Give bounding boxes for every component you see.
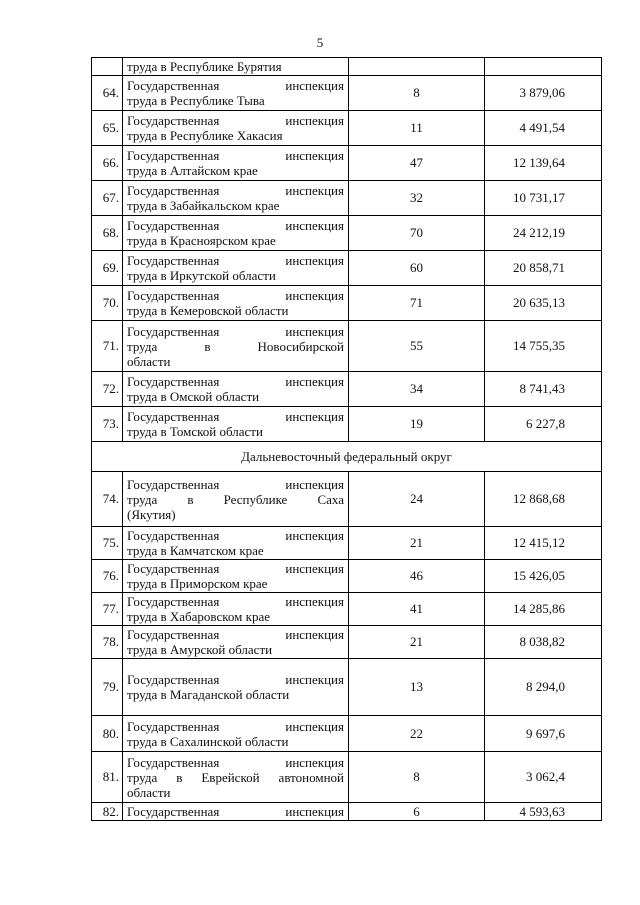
inspection-name-line: Государственная инспекция [127, 183, 344, 198]
table-row [92, 76, 602, 111]
inspection-name-line: труда в Республике Хакасия [127, 128, 283, 143]
inspection-name-cell [123, 286, 349, 321]
count-cell: 47 [349, 146, 485, 181]
amount-cell: 10 731,17 [485, 181, 602, 216]
amount-cell: 8 038,82 [485, 626, 602, 659]
inspection-name-line: Государственная инспекция [127, 78, 344, 93]
amount-cell [485, 58, 602, 76]
inspection-name-line: (Якутия) [127, 506, 176, 522]
inspection-name-cell [123, 251, 349, 286]
inspection-name-cell [123, 803, 349, 821]
table-row [92, 58, 602, 76]
amount-cell: 24 212,19 [485, 216, 602, 251]
inspection-name-line: области [127, 784, 171, 800]
count-cell: 32 [349, 181, 485, 216]
inspection-name-cell [123, 752, 349, 803]
inspection-name-line: Государственная инспекция [127, 561, 344, 576]
row-number-cell: 71. [92, 321, 123, 372]
row-number-cell: 75. [92, 527, 123, 560]
inspection-name-cell [123, 216, 349, 251]
count-cell [349, 58, 485, 76]
inspection-name-line: Государственная инспекция [127, 218, 344, 233]
inspection-name-line: труда в Сахалинской области [127, 733, 289, 749]
inspection-name-line: Государственная инспекция [127, 528, 344, 543]
inspection-name-line: труда в Кемеровской области [127, 303, 289, 318]
inspection-name-line: Государственная инспекция [127, 476, 344, 492]
page-number: 5 [316, 35, 324, 50]
row-number-cell: 80. [92, 716, 123, 752]
count-cell: 11 [349, 111, 485, 146]
inspection-name-line: труда в Амурской области [127, 642, 273, 657]
inspection-name-line: Государственная инспекция [127, 113, 344, 128]
inspection-name-cell [123, 181, 349, 216]
row-number-cell: 72. [92, 372, 123, 407]
count-cell: 8 [349, 76, 485, 111]
row-number-cell: 67. [92, 181, 123, 216]
table-row [92, 472, 602, 527]
row-number-cell: 70. [92, 286, 123, 321]
inspection-name-cell [123, 146, 349, 181]
count-cell: 24 [349, 472, 485, 527]
inspection-name-line: труда в Камчатском крае [127, 543, 264, 558]
count-cell: 21 [349, 527, 485, 560]
inspection-name-line: Государственная инспекция [127, 148, 344, 163]
inspection-table [91, 57, 602, 821]
count-cell: 21 [349, 626, 485, 659]
amount-cell: 12 415,12 [485, 527, 602, 560]
table-row [92, 716, 602, 752]
amount-cell: 4 593,63 [485, 803, 602, 821]
table-row [92, 286, 602, 321]
inspection-name-cell [123, 407, 349, 442]
amount-cell: 12 139,64 [485, 146, 602, 181]
inspection-name-cell [123, 111, 349, 146]
table-row [92, 146, 602, 181]
inspection-name-line: Государственная инспекция [127, 627, 344, 642]
inspection-name-cell [123, 593, 349, 626]
row-number-cell: 64. [92, 76, 123, 111]
inspection-name-line: Государственная инспекция [127, 672, 344, 687]
inspection-name-line: Государственная инспекция [127, 754, 344, 770]
row-number-cell: 68. [92, 216, 123, 251]
row-number-cell: 76. [92, 560, 123, 593]
row-number-cell: 78. [92, 626, 123, 659]
inspection-name-line: труда в Республике Бурятия [127, 59, 282, 74]
row-number-cell: 82. [92, 803, 123, 821]
row-number-cell: 77. [92, 593, 123, 626]
table-row [92, 181, 602, 216]
inspection-name-line: Государственная инспекция [127, 594, 344, 609]
table-row [92, 659, 602, 716]
inspection-name-line: труда в Новосибирской [127, 338, 344, 354]
inspection-name-line: Государственная инспекция [127, 323, 344, 339]
inspection-name-cell [123, 527, 349, 560]
inspection-name-line: Государственная инспекция [127, 718, 344, 734]
inspection-name-cell [123, 321, 349, 372]
count-cell: 46 [349, 560, 485, 593]
inspection-name-cell [123, 659, 349, 716]
count-cell: 34 [349, 372, 485, 407]
count-cell: 70 [349, 216, 485, 251]
inspection-name-line: Государственная инспекция [127, 288, 344, 303]
amount-cell: 3 879,06 [485, 76, 602, 111]
table-row [92, 593, 602, 626]
amount-cell: 8 294,0 [485, 659, 602, 716]
row-number-cell: 69. [92, 251, 123, 286]
inspection-name-cell [123, 372, 349, 407]
count-cell: 19 [349, 407, 485, 442]
count-cell: 55 [349, 321, 485, 372]
inspection-name-line: труда в Забайкальском крае [127, 198, 280, 213]
amount-cell: 3 062,4 [485, 752, 602, 803]
table-row [92, 407, 602, 442]
inspection-name-cell [123, 560, 349, 593]
amount-cell: 9 697,6 [485, 716, 602, 752]
inspection-name-line: труда в Хабаровском крае [127, 609, 270, 624]
table-row [92, 527, 602, 560]
section-row [92, 442, 602, 472]
inspection-name-line: труда в Республике Саха [127, 491, 344, 507]
table-row [92, 321, 602, 372]
inspection-name-cell [123, 716, 349, 752]
count-cell: 13 [349, 659, 485, 716]
inspection-name-cell [123, 626, 349, 659]
inspection-name-line: труда в Республике Тыва [127, 93, 265, 108]
count-cell: 41 [349, 593, 485, 626]
inspection-name-line: труда в Еврейской автономной [127, 769, 344, 785]
table-row [92, 803, 602, 821]
inspection-name-line: Государственная инспекция [127, 804, 344, 819]
table-row [92, 216, 602, 251]
amount-cell: 8 741,43 [485, 372, 602, 407]
amount-cell: 15 426,05 [485, 560, 602, 593]
row-number-cell: 65. [92, 111, 123, 146]
amount-cell: 20 858,71 [485, 251, 602, 286]
row-number-cell [92, 58, 123, 76]
amount-cell: 14 755,35 [485, 321, 602, 372]
table-row [92, 752, 602, 803]
row-number-cell: 66. [92, 146, 123, 181]
inspection-name-line: труда в Красноярском крае [127, 233, 276, 248]
count-cell: 6 [349, 803, 485, 821]
table-row [92, 111, 602, 146]
inspection-name-line: Государственная инспекция [127, 374, 344, 389]
table-row [92, 372, 602, 407]
inspection-name-line: труда в Магаданской области [127, 687, 290, 702]
inspection-name-line: труда в Омской области [127, 389, 260, 404]
table-row [92, 560, 602, 593]
amount-cell: 6 227,8 [485, 407, 602, 442]
inspection-name-cell [123, 58, 349, 76]
inspection-name-line: области [127, 353, 171, 369]
row-number-cell: 79. [92, 659, 123, 716]
inspection-name-cell [123, 472, 349, 527]
inspection-name-line: труда в Иркутской области [127, 268, 276, 283]
inspection-name-line: труда в Алтайском крае [127, 163, 258, 178]
amount-cell: 4 491,54 [485, 111, 602, 146]
inspection-name-line: Государственная инспекция [127, 409, 344, 424]
amount-cell: 14 285,86 [485, 593, 602, 626]
inspection-name-cell [123, 76, 349, 111]
count-cell: 71 [349, 286, 485, 321]
table-row [92, 251, 602, 286]
inspection-name-line: труда в Приморском крае [127, 576, 268, 591]
count-cell: 22 [349, 716, 485, 752]
section-title: Дальневосточный федеральный округ [92, 442, 602, 472]
inspection-name-line: труда в Томской области [127, 424, 263, 439]
amount-cell: 20 635,13 [485, 286, 602, 321]
row-number-cell: 73. [92, 407, 123, 442]
table-row [92, 626, 602, 659]
amount-cell: 12 868,68 [485, 472, 602, 527]
count-cell: 60 [349, 251, 485, 286]
row-number-cell: 74. [92, 472, 123, 527]
row-number-cell: 81. [92, 752, 123, 803]
count-cell: 8 [349, 752, 485, 803]
inspection-name-line: Государственная инспекция [127, 253, 344, 268]
